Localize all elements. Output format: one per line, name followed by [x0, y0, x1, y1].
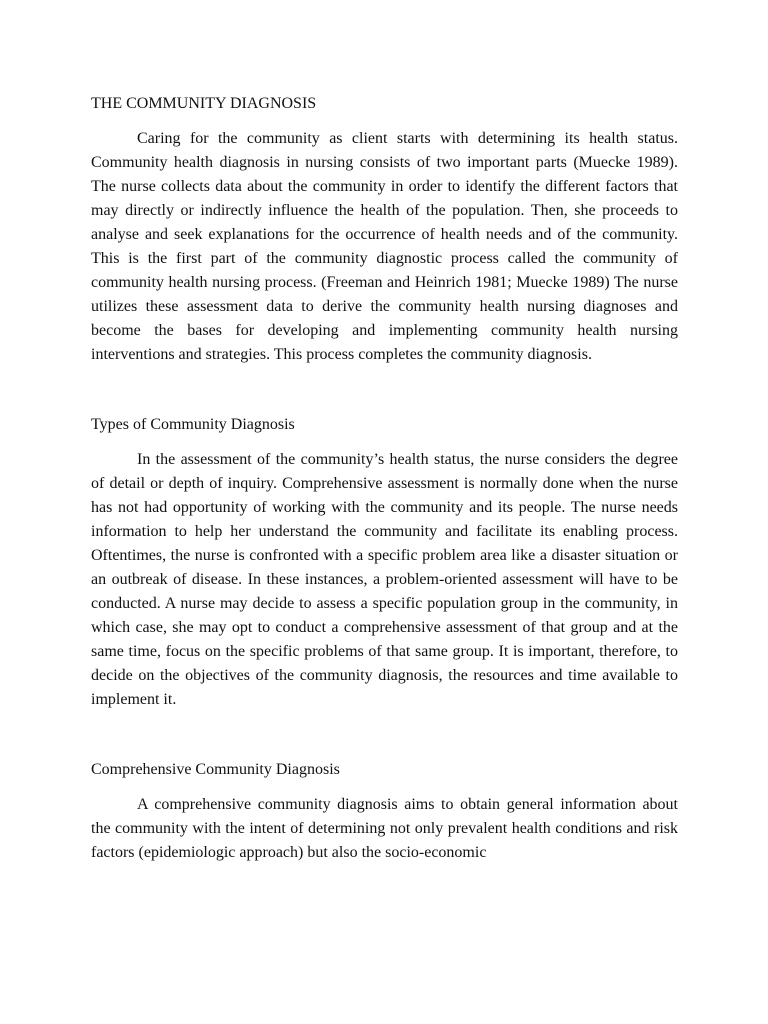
paragraph-comprehensive: A comprehensive community diagnosis aims to obtain general information about the community with the intent of determining not only prevalent health conditions and risk factors (epidemiologic approach) but also the socio-economic	[91, 796, 678, 861]
paragraph-types: In the assessment of the community’s health status, the nurse considers the degree of detail or depth of inquiry. Comprehensive assessment is normally done when the nurse has not had opportunity of working with the community and its people. The nurse needs information to help her understand the community and facilitate its enabling process. Oftentimes, the nurse is confronted with a specific problem area like a disaster situation or an outbreak of disease. In these instances, a problem-oriented assessment will have to be conducted. A nurse may decide to assess a specific population group in the community, in which case, she may opt to conduct a comprehensive assessment of that group and at the same time, focus on the specific problems of that same group. It is important, therefore, to decide on the objectives of the community diagnosis, the resources and time available to implement it.	[91, 451, 678, 708]
section-heading-community-diagnosis: THE COMMUNITY DIAGNOSIS	[91, 95, 317, 112]
section-heading-types: Types of Community Diagnosis	[91, 416, 295, 433]
section-heading-comprehensive: Comprehensive Community Diagnosis	[91, 761, 340, 778]
paragraph-community-diagnosis: Caring for the community as client starts with determining its health status. Community health diagnosis in nursing consists of two important parts (Muecke 1989). The nurse collects data about the community in order to identify the different factors that may directly or indirectly influence the health of the population. Then, she proceeds to analyse and seek explanations for the occurrence of health needs and of the community. This is the first part of the community diagnostic process called the community of community health nursing process. (Freeman and Heinrich 1981; Muecke 1989) The nurse utilizes these assessment data to derive the community health nursing diagnoses and become the bases for developing and implementing community health nursing interventions and strategies. This process completes the community diagnosis.	[91, 130, 678, 363]
